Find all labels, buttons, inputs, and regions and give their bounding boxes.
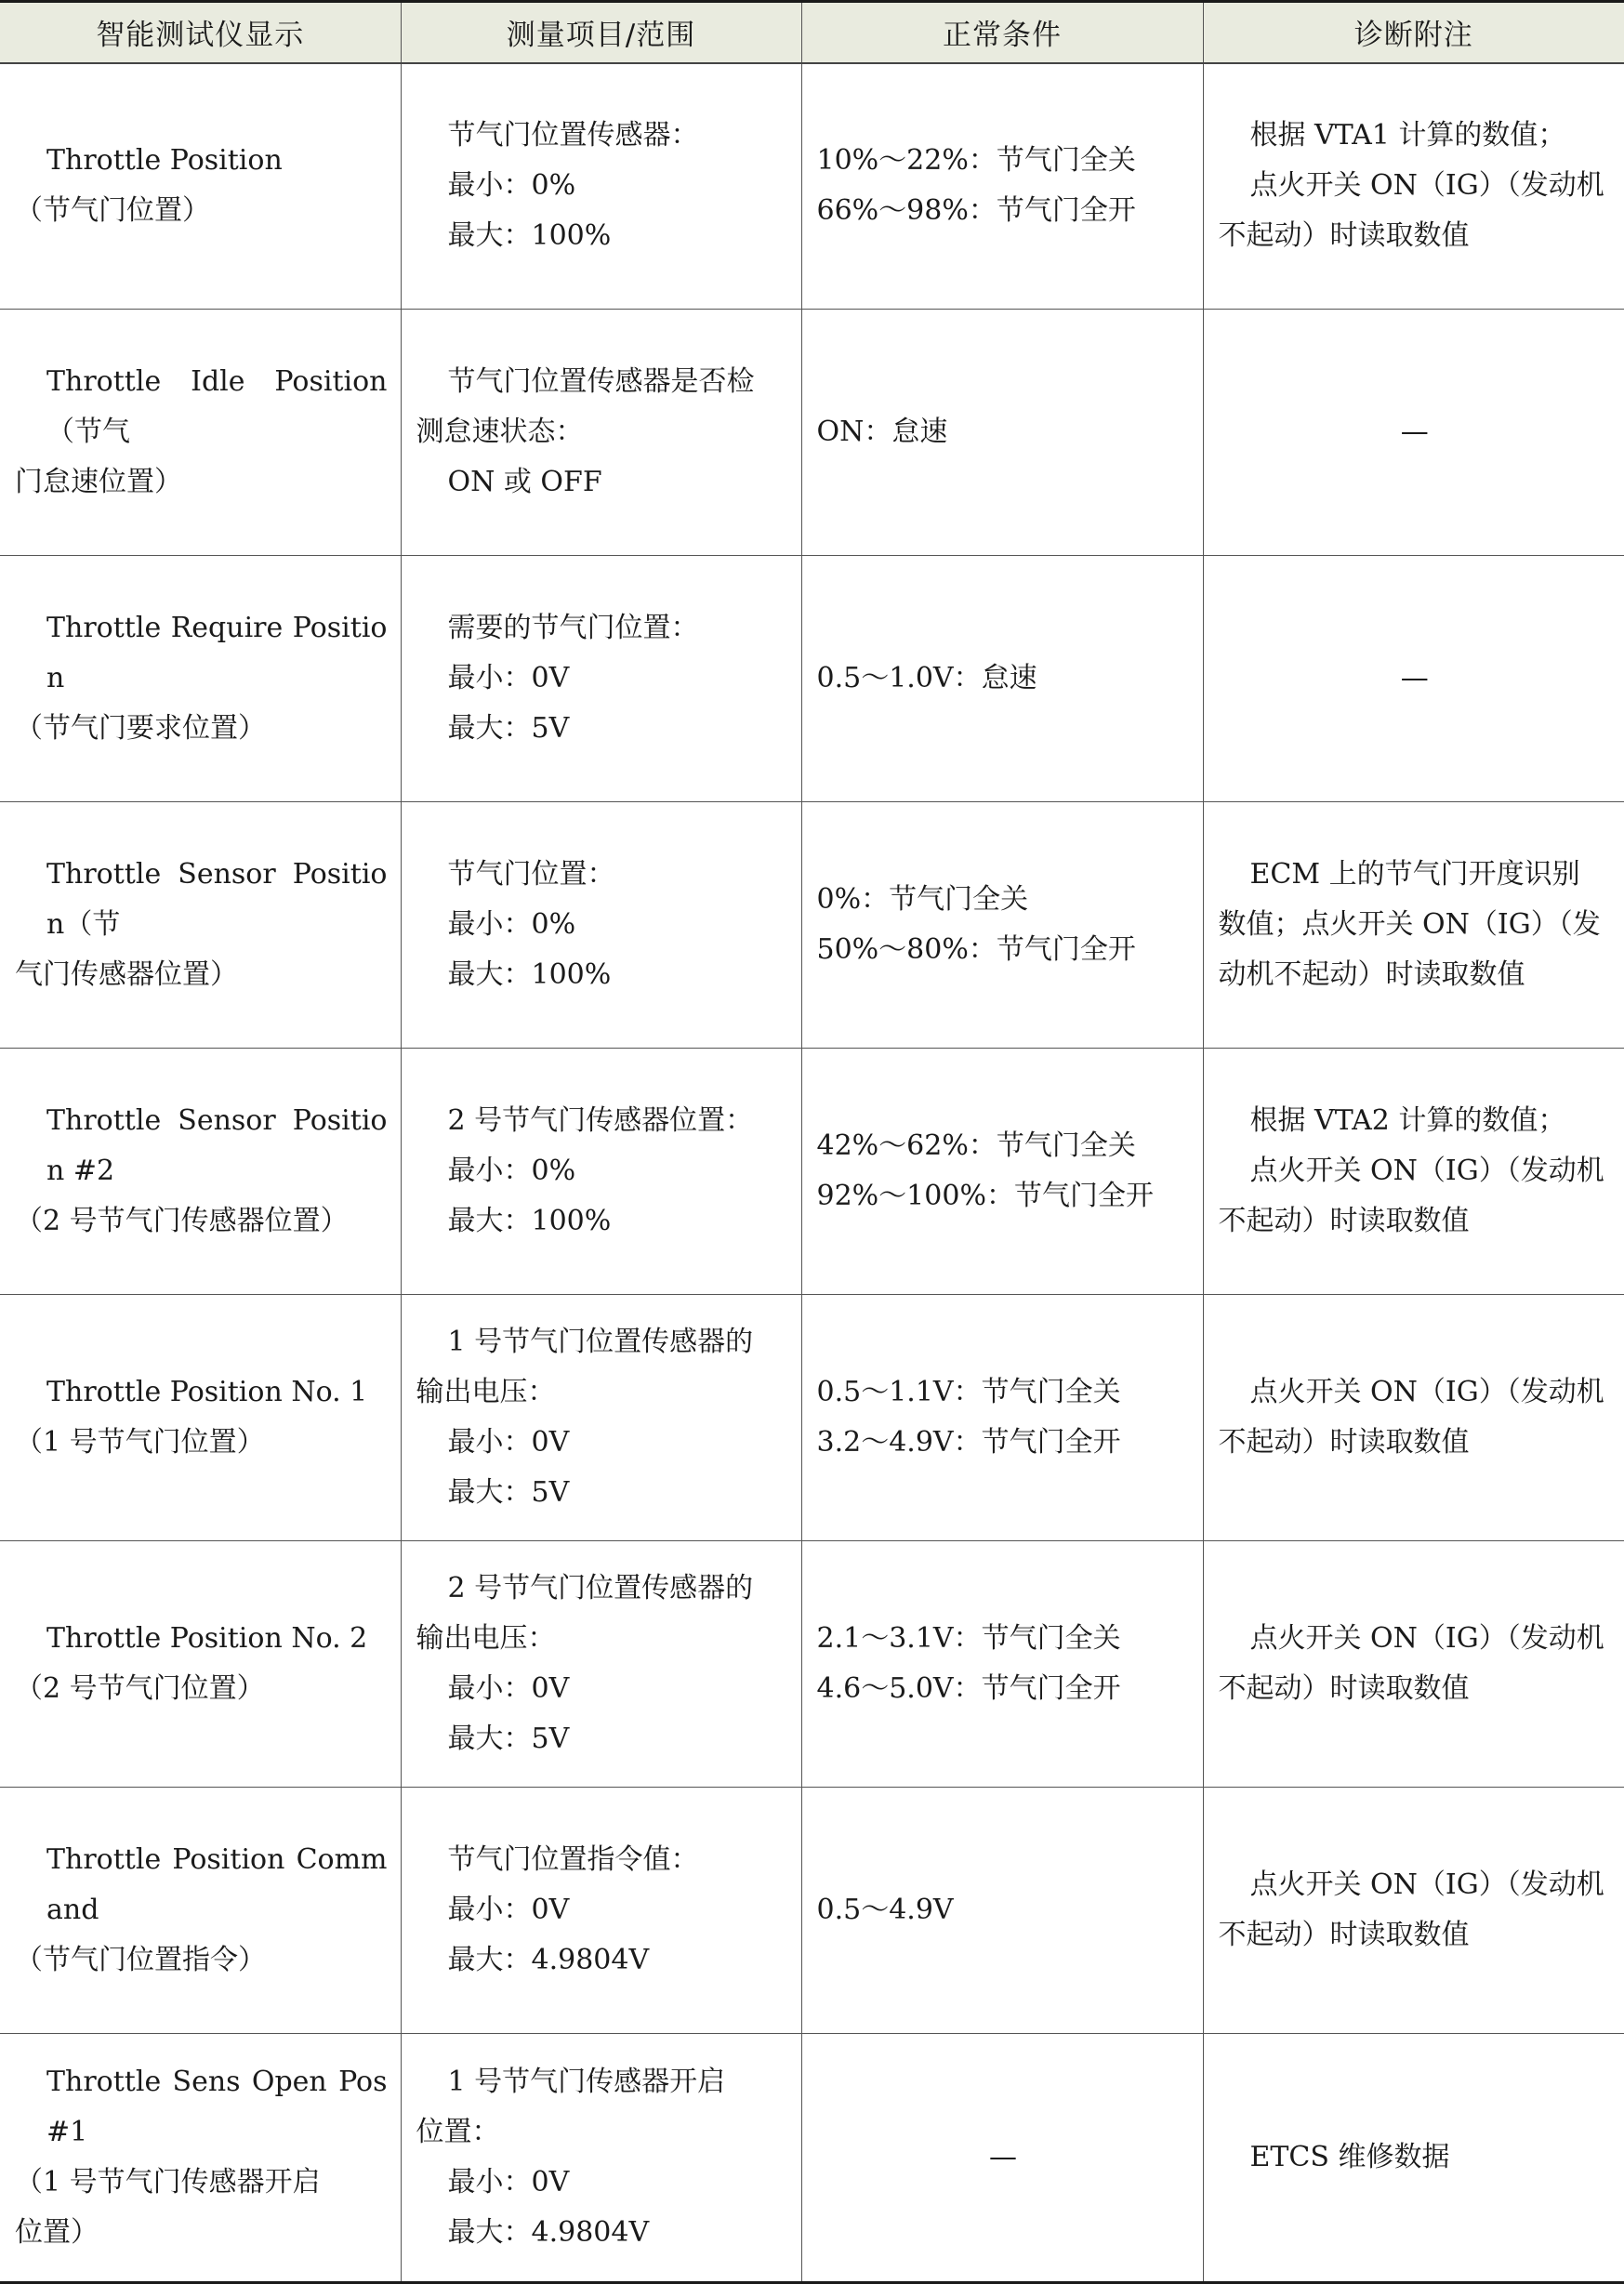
cell-normal-condition: [801, 1295, 1203, 1541]
table-header: [0, 2, 1624, 63]
cell-diagnostic-note: [1203, 1049, 1624, 1295]
table-row: [0, 1788, 1624, 2034]
tester-display-line: Throttle Sensor Position（节: [46, 858, 388, 941]
cell-measurement-range: [401, 1788, 801, 2034]
cell-tester-display: [0, 310, 401, 556]
normal-condition-line: —: [989, 2141, 1017, 2173]
measurement-range-line: 最大：5V: [447, 1723, 570, 1755]
table-body: [0, 63, 1624, 2283]
diagnostic-note-line: ECM 上的节气门开度识别: [1249, 858, 1580, 891]
measurement-range-line: 测怠速状态：: [416, 416, 584, 448]
diagnostic-note-line: 数值；点火开关 ON（IG）（发: [1218, 908, 1601, 941]
diagnostic-note-line: 不起动）时读取数值: [1218, 1426, 1470, 1459]
normal-condition-line: 66%～98%：节气门全开: [816, 194, 1136, 228]
measurement-range-line: 1 号节气门传感器开启: [447, 2066, 726, 2098]
cell-diagnostic-note: [1203, 1788, 1624, 2034]
cell-measurement-range: [401, 1295, 801, 1541]
diagnostic-note-line: 点火开关 ON（IG）（发动机: [1249, 1376, 1604, 1408]
tester-display-line: Throttle Position No. 2: [46, 1622, 368, 1655]
tester-display-line: Throttle Position No. 1: [46, 1376, 368, 1408]
measurement-range-line: 最大：4.9804V: [447, 1944, 650, 1976]
measurement-range-line: 最小：0%: [447, 1155, 576, 1187]
normal-condition-line: 0.5～1.1V：节气门全关: [816, 1376, 1121, 1408]
cell-measurement-range: [401, 310, 801, 556]
measurement-range-line: 最大：100%: [447, 219, 612, 253]
cell-diagnostic-note: [1203, 310, 1624, 556]
cell-diagnostic-note: [1203, 1541, 1624, 1788]
cell-normal-condition: [801, 63, 1203, 310]
diagnostic-note-line: 点火开关 ON（IG）（发动机: [1249, 1622, 1604, 1655]
cell-tester-display: [0, 1788, 401, 2034]
measurement-range-line: 最大：5V: [447, 1476, 570, 1509]
tester-display-line: （节气门位置指令）: [15, 1944, 266, 1976]
measurement-range-line: 节气门位置传感器是否检: [447, 365, 755, 398]
tester-display-line: （2 号节气门传感器位置）: [15, 1205, 349, 1237]
tester-display-line: （1 号节气门位置）: [15, 1426, 265, 1459]
cell-normal-condition: [801, 556, 1203, 802]
diagnostic-note-line: —: [1400, 416, 1429, 448]
cell-normal-condition: [801, 802, 1203, 1049]
measurement-range-line: 最大：5V: [447, 712, 570, 745]
cell-measurement-range: [401, 2034, 801, 2283]
measurement-range-line: 位置：: [416, 2116, 500, 2148]
header-normal-condition: 正常条件: [801, 2, 1203, 63]
diagnostic-note-line: 根据 VTA1 计算的数值；: [1249, 119, 1566, 152]
cell-measurement-range: [401, 802, 801, 1049]
tester-display-line: （1 号节气门传感器开启: [15, 2166, 321, 2198]
cell-tester-display: [0, 2034, 401, 2283]
tester-display-line: 位置）: [15, 2216, 99, 2249]
tester-display-line: （节气门要求位置）: [15, 712, 266, 745]
tester-display-line: Throttle Sens Open Pos #1: [46, 2066, 397, 2148]
cell-measurement-range: [401, 63, 801, 310]
tester-display-line: Throttle Sensor Position #2: [46, 1104, 388, 1187]
table-row: [0, 802, 1624, 1049]
table-row: [0, 310, 1624, 556]
normal-condition-line: 3.2～4.9V：节气门全开: [816, 1426, 1121, 1459]
cell-diagnostic-note: [1203, 2034, 1624, 2283]
cell-tester-display: [0, 556, 401, 802]
normal-condition-line: 2.1～3.1V：节气门全关: [816, 1622, 1121, 1655]
diagnostic-note-line: 点火开关 ON（IG）（发动机: [1249, 169, 1604, 203]
measurement-range-line: 最大：100%: [447, 1205, 612, 1237]
cell-tester-display: [0, 1049, 401, 1295]
measurement-range-line: 节气门位置：: [447, 858, 615, 891]
normal-condition-line: 4.6～5.0V：节气门全开: [816, 1672, 1121, 1705]
cell-tester-display: [0, 63, 401, 310]
diagnostic-note-line: 不起动）时读取数值: [1218, 219, 1470, 253]
normal-condition-line: 42%～62%：节气门全关: [816, 1129, 1136, 1162]
measurement-range-line: 输出电压：: [416, 1622, 556, 1655]
tester-display-line: Throttle Position: [46, 144, 283, 178]
table-row: [0, 63, 1624, 310]
header-row: [0, 2, 1624, 63]
measurement-range-line: 最小：0V: [447, 1672, 570, 1705]
measurement-range-line: 节气门位置指令值：: [447, 1843, 699, 1876]
cell-diagnostic-note: [1203, 802, 1624, 1049]
table-row: [0, 2034, 1624, 2283]
cell-diagnostic-note: [1203, 63, 1624, 310]
cell-measurement-range: [401, 1541, 801, 1788]
measurement-range-line: 最大：100%: [447, 958, 612, 991]
diagnostic-note-line: 动机不起动）时读取数值: [1218, 958, 1525, 991]
diagnostic-note-line: ETCS 维修数据: [1249, 2141, 1450, 2173]
diagnostic-note-line: 根据 VTA2 计算的数值；: [1249, 1104, 1566, 1137]
tester-display-line: （2 号节气门位置）: [15, 1672, 265, 1705]
cell-tester-display: [0, 1541, 401, 1788]
measurement-range-line: 需要的节气门位置：: [447, 612, 699, 644]
measurement-range-line: 最小：0V: [447, 662, 570, 694]
measurement-range-line: 最小：0V: [447, 2166, 570, 2198]
tester-display-line: Throttle Idle Position（节气: [46, 365, 388, 448]
cell-tester-display: [0, 1295, 401, 1541]
measurement-range-line: 2 号节气门位置传感器的: [447, 1572, 754, 1604]
measurement-range-line: 最小：0V: [447, 1426, 570, 1459]
header-tester-display: 智能测试仪显示: [0, 2, 401, 63]
normal-condition-line: 0.5～4.9V: [816, 1894, 954, 1926]
diagnostic-note-line: 不起动）时读取数值: [1218, 1672, 1470, 1705]
normal-condition-line: 10%～22%：节气门全关: [816, 144, 1136, 178]
measurement-range-line: 2 号节气门传感器位置：: [447, 1104, 754, 1137]
diagnostic-note-line: 点火开关 ON（IG）（发动机: [1249, 1155, 1604, 1187]
measurement-range-line: 最小：0%: [447, 908, 576, 941]
measurement-range-line: 节气门位置传感器：: [447, 119, 699, 152]
tester-display-line: （节气门位置）: [15, 194, 210, 228]
cell-tester-display: [0, 802, 401, 1049]
diagnostic-note-line: 不起动）时读取数值: [1218, 1205, 1470, 1237]
cell-diagnostic-note: [1203, 1295, 1624, 1541]
measurement-range-line: 最小：0V: [447, 1894, 570, 1926]
diagnostic-note-line: 点火开关 ON（IG）（发动机: [1249, 1868, 1604, 1901]
diagnostic-note-line: —: [1400, 662, 1429, 694]
cell-normal-condition: [801, 1541, 1203, 1788]
header-measurement-range: 测量项目/范围: [401, 2, 801, 63]
table-row: [0, 1541, 1624, 1788]
table-row: [0, 1295, 1624, 1541]
measurement-range-line: 最小：0%: [447, 169, 576, 203]
cell-measurement-range: [401, 1049, 801, 1295]
measurement-range-line: 输出电压：: [416, 1376, 556, 1408]
measurement-range-line: ON 或 OFF: [447, 466, 602, 498]
cell-normal-condition: [801, 310, 1203, 556]
normal-condition-line: 92%～100%：节气门全开: [816, 1180, 1154, 1212]
cell-normal-condition: [801, 1049, 1203, 1295]
normal-condition-line: 50%～80%：节气门全开: [816, 933, 1136, 966]
cell-normal-condition: [801, 2034, 1203, 2283]
cell-normal-condition: [801, 1788, 1203, 2034]
header-diagnostic-note: 诊断附注: [1203, 2, 1624, 63]
normal-condition-line: 0%：节气门全关: [816, 883, 1029, 916]
tester-display-line: Throttle Require Position: [46, 612, 388, 694]
tester-display-line: Throttle Position Command: [46, 1843, 388, 1926]
cell-measurement-range: [401, 556, 801, 802]
cell-diagnostic-note: [1203, 556, 1624, 802]
tester-display-line: 气门传感器位置）: [15, 958, 238, 991]
measurement-range-line: 最大：4.9804V: [447, 2216, 650, 2249]
table-row: [0, 556, 1624, 802]
tester-display-line: 门怠速位置）: [15, 466, 182, 498]
normal-condition-line: ON：怠速: [816, 416, 948, 448]
normal-condition-line: 0.5～1.0V：怠速: [816, 662, 1037, 694]
measurement-range-line: 1 号节气门位置传感器的: [447, 1326, 754, 1358]
table-row: [0, 1049, 1624, 1295]
diagnostic-note-line: 不起动）时读取数值: [1218, 1919, 1470, 1951]
